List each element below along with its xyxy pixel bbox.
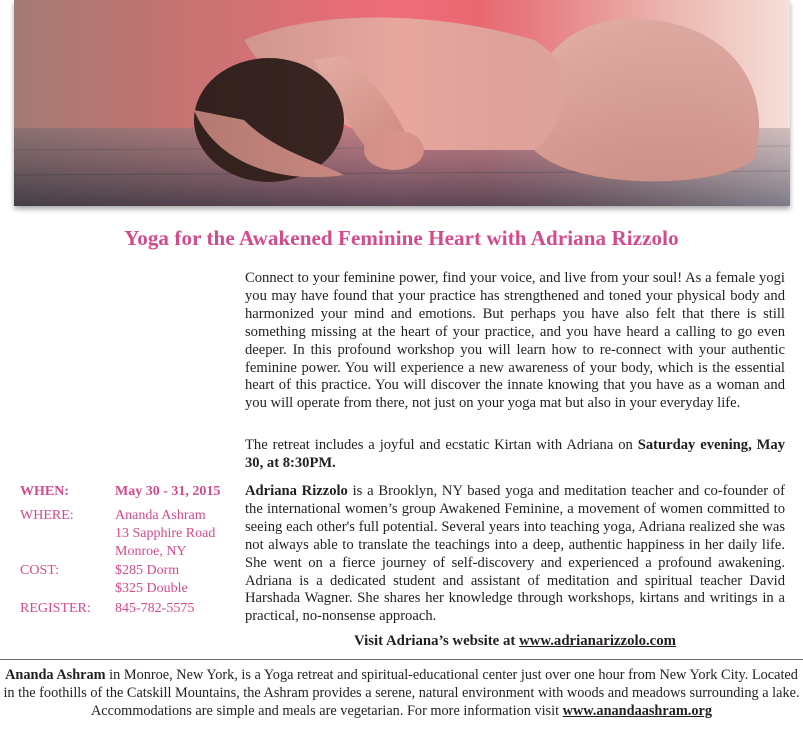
when-label: WHEN:	[20, 484, 69, 499]
bio-name: Adriana Rizzolo	[245, 483, 348, 499]
website-line	[245, 633, 785, 650]
cost-label: COST:	[20, 563, 59, 578]
register-value[interactable]: 845-782-5575	[115, 601, 195, 616]
kirtan-paragraph	[245, 437, 785, 473]
when-value: May 30 - 31, 2015	[115, 484, 221, 499]
bio-paragraph	[245, 483, 785, 626]
footer-link[interactable]: www.anandaashram.org	[562, 702, 712, 719]
where-label: WHERE:	[20, 508, 74, 523]
footer-ashram-info	[0, 659, 803, 730]
footer-text: in Monroe, New York, is a Yoga retreat and spiritual-educational center just over one hour from New York City. Located in the foothills of the Catskill Mountains, the Ashram provides a serene, natural environment with woods and meadows surrounding a lake. Accommodations are simple and meals are vegetarian. For more information visit	[3, 667, 800, 719]
where-value: Ananda Ashram 13 Sapphire Road Monroe, NY	[115, 508, 216, 559]
hero-photo	[14, 0, 790, 206]
footer-org: Ananda Ashram	[5, 667, 106, 683]
kirtan-text: The retreat includes a joyful and ecstatic Kirtan with Adriana on	[245, 437, 638, 453]
cost-value: $285 Dorm $325 Double	[115, 563, 188, 596]
intro-paragraph: Connect to your feminine power, find your voice, and live from your soul! As a female yogi you may have found that your practice has strengthened and toned your physical body and harmonized your mind and emotions. But perhaps you have also felt that there is still something missing at the heart of your practice, and you have heard a calling to go even deeper. In this profound workshop you will learn how to re-connect with your authentic feminine power. You will experience a new awareness of your body, which is the essential heart of this practice. You will discover the innate knowing that you have as a woman and you will operate from there, not just on your yoga mat but also in your everyday life.	[245, 270, 785, 412]
kirtan-date: Saturday evening, May 30, at 8:30PM.	[245, 437, 785, 471]
website-link[interactable]: www.adrianarizzolo.com	[518, 633, 676, 649]
bio-text: is a Brooklyn, NY based yoga and meditation teacher and co-founder of the international women’s group Awakened Feminine, a movement of women committed to seeing each other's full potential. Several years into teaching yoga, Adriana realized she was not always able to translate the teachings into a deep, authentic happiness in her daily life. She went on a fierce journey of self-discovery and experienced a profound awakening. Adriana is a dedicated student and assistant of meditation and spiritual teacher David Harshada Wagner. She shares her knowledge through workshops, kirtans and writings in a practical, no-nonsense approach.	[245, 483, 785, 625]
website-prefix: Visit Adriana’s website at	[354, 633, 519, 649]
yoga-pose-illustration	[14, 0, 790, 206]
register-label: REGISTER:	[20, 601, 91, 616]
page-title: Yoga for the Awakened Feminine Heart with Adriana Rizzolo	[124, 226, 679, 250]
